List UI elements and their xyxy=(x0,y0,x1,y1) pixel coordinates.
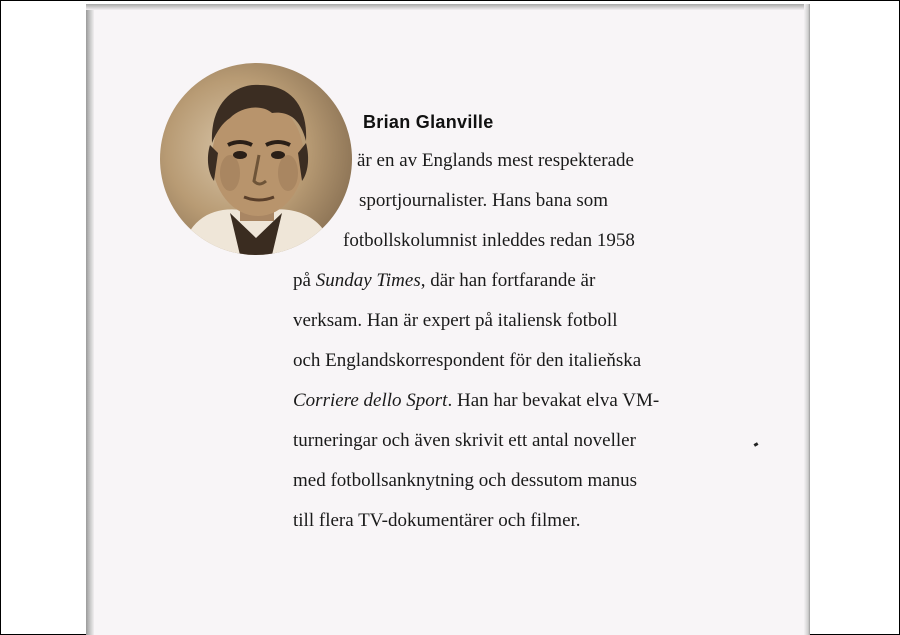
bio-line-9: med fotbollsanknytning och dessutom manus xyxy=(293,470,638,491)
author-portrait xyxy=(160,63,352,255)
bio-line-5: verksam. Han är expert på italiensk fotboll xyxy=(293,310,618,331)
bio-line-4 xyxy=(293,270,595,292)
publication-corriere-dello-sport: Corriere dello Sport xyxy=(293,390,448,411)
portrait-illustration xyxy=(160,63,352,255)
page-edge-left xyxy=(86,4,94,635)
publication-sunday-times: Sunday Times xyxy=(315,270,421,291)
author-name: Brian Glanville xyxy=(363,112,494,132)
bio-line-3: fotbollskolumnist inleddes redan 1958 xyxy=(343,230,635,251)
bio-line-7 xyxy=(293,390,659,412)
bio-line-2: sportjournalister. Hans bana som xyxy=(359,190,609,211)
bio-line-4-pre: på xyxy=(293,270,316,291)
bio-line-6: och Englandskorrespondent för den italieňska xyxy=(293,350,642,371)
bio-line-8: turneringar och även skrivit ett antal noveller xyxy=(293,430,636,451)
bio-line-4-post: , där han fortfarande är xyxy=(420,270,596,291)
bio-line-10: till flera TV-dokumentärer och filmer. xyxy=(293,510,581,531)
bio-line-1: är en av Englands mest respekterade xyxy=(357,150,634,171)
bio-line-7-post: . Han har bevakat elva VM- xyxy=(447,390,660,411)
page-edge-right xyxy=(804,4,810,635)
